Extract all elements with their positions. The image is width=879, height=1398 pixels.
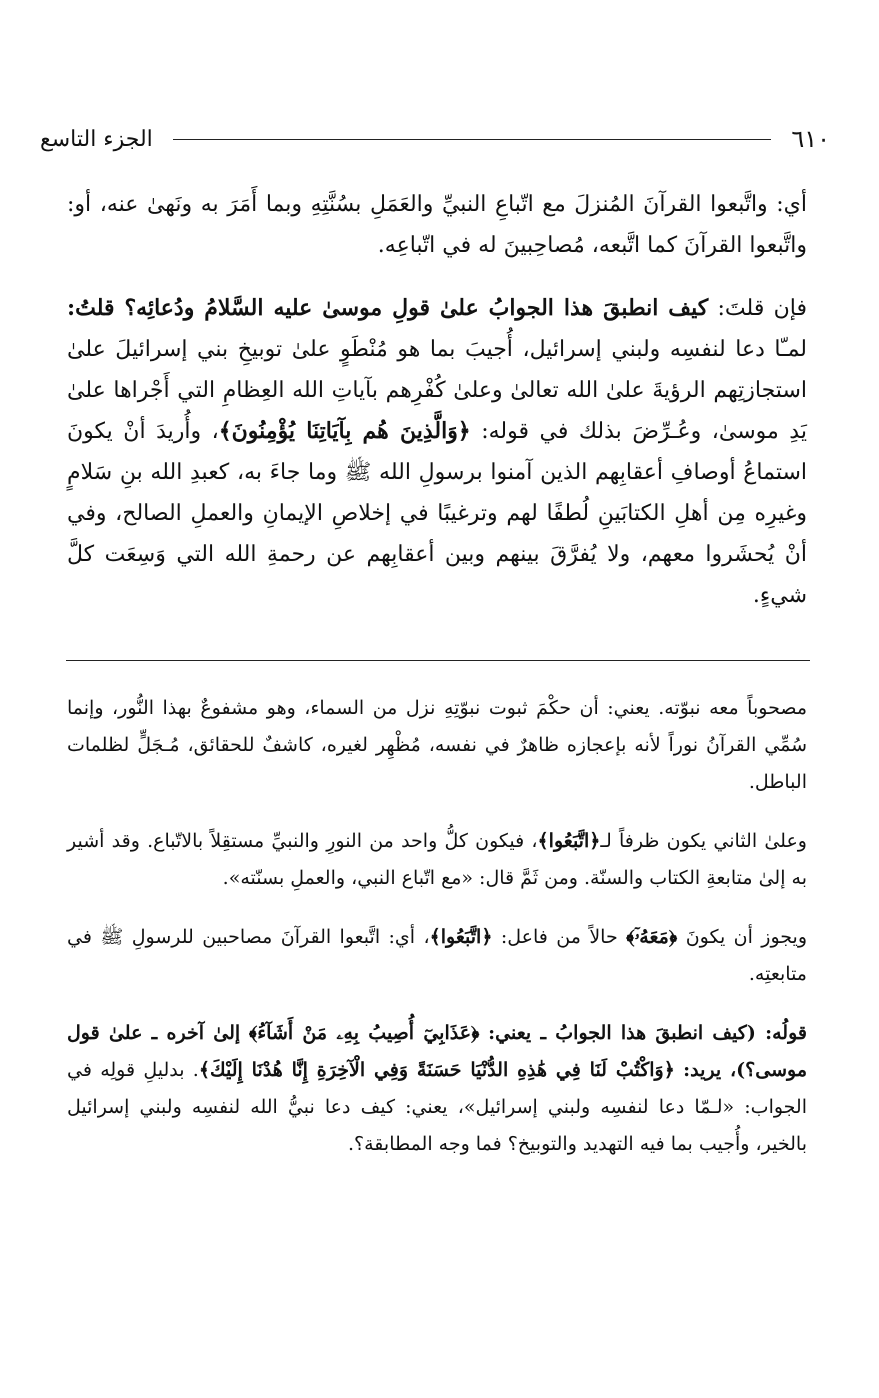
answer-text: لمـّا دعا لنفسِه ولبني إسرائيل، أُجيبَ بما هو مُنْطَوٍ علىٰ توبيخِ بني إسرائيلَ علىٰ استجازتِهم الرؤيةَ علىٰ الله تعالىٰ وعلىٰ كُفْرِهم بآياتِ الله العِظامِ التي أَجْراها علىٰ يَدِ موسىٰ، وعُـرِّضَ بذلك في قوله:	[67, 337, 807, 444]
note-paragraph: مصحوباً معه نبوّته. يعني: أن حكْمَ ثبوت نبوّتِهِ نزل من السماء، وهو مشفوعٌ بهذا النُّور، وإنما سُمِّي القرآنُ نوراً لأنه بإعجازه ظاهرٌ في نفسه، مُظْهِر لغيره، كاشفٌ للحقائق، مُـجَلٍّ لظلمات الباطل.	[67, 697, 807, 793]
question-intro: فإن قلتَ:	[717, 296, 808, 321]
answer-text: ، وأُريدَ أنْ يكونَ استماعُ أوصافِ أعقابِهم الذين آمنوا برسولِ الله ﷺ وما جاءَ به، كعبدِ الله بنِ سَلامٍ وغيرِه مِن أهلِ الكتابَينِ لُطفًا لهم وترغيبًا في إخلاصِ الإيمانِ والعملِ الصالح، وفي أنْ يُحشَروا معهم، ولا يُفرَّقَ بينهم وبين أعقابِهم عن رحمةِ الله التي وَسِعَت كلَّ شيءٍ.	[67, 419, 807, 608]
question-text: كيف انطبقَ هذا الجوابُ علىٰ قولِ موسىٰ عليه السَّلامُ ودُعائِه؟ قلتُ:	[67, 295, 709, 321]
note-paragraph	[67, 823, 807, 897]
note-text: ، فيكون كلُّ واحد من النورِ والنبيِّ مستقِلاً بالاتّباع. وقد أشير به إلىٰ متابعةِ الكتاب والسنّة. ومن ثَمَّ قال: «مع اتّباع النبي، والعملِ بسنّته».	[67, 830, 807, 889]
note-text: . بدليلِ قولِه في الجواب: «لـمّا دعا لنفسِه ولبني إسرائيل»، يعني: كيف دعا نبيُّ الله لنفسِه ولبني إسرائيل بالخير، وأُجيب بما فيه التهديد والتوبيخ؟ فما وجه المطابقة؟.	[67, 1059, 807, 1155]
note-text: وعلىٰ الثاني يكون ظرفاً لـ	[600, 830, 807, 852]
quran-verse: ﴿اتَّبَعُوا﴾	[537, 830, 601, 852]
quran-verse: ﴿اتَّبَعُوا﴾	[429, 926, 493, 948]
note-text: قولُه: (كيف انطبقَ هذا الجوابُ ـ يعني:	[488, 1022, 807, 1044]
note-text: ويجوز أن يكونَ	[685, 926, 808, 948]
page-number: ٦١٠	[791, 125, 830, 153]
note-paragraph	[67, 1015, 807, 1163]
main-paragraph	[67, 288, 807, 616]
footnote-divider	[66, 660, 810, 661]
note-text: ، أي: اتَّبعوا القرآنَ مصاحبين للرسولِ ﷺ في متابعتِه.	[67, 926, 807, 985]
note-paragraph	[67, 919, 807, 993]
note-text: حالاً من فاعل:	[500, 926, 618, 948]
commentary-notes	[67, 690, 807, 1163]
quran-verse: ﴿عَذَابِيٓ أُصِيبُ بِهِۦ مَنْ أَشَآءُ﴾	[248, 1022, 480, 1044]
quran-verse: ﴿وَالَّذِينَ هُم بِآيَاتِنَا يُؤْمِنُونَ﴾	[218, 418, 471, 444]
header-rule	[173, 139, 772, 140]
note-text: إلىٰ آخره ـ علىٰ قول موسى؟)، يريد:	[67, 1022, 807, 1081]
main-paragraph: أي: واتَّبعوا القرآنَ المُنزلَ مع اتّباعِ النبيِّ والعَمَلِ بسُنَّتِهِ وبما أَمَرَ به ونَهىٰ عنه، أو: واتَّبعوا القرآنَ كما اتَّبعه، مُصاحِبينَ له في اتّباعِه.	[67, 192, 807, 258]
quran-verse: ﴿وَاكْتُبْ لَنَا فِي هَٰذِهِ الدُّنْيَا حَسَنَةً وَفِي الْآخِرَةِ إِنَّا هُدْنَا إِلَيْكَ﴾	[198, 1059, 675, 1081]
part-title: الجزء التاسع	[40, 126, 153, 152]
main-text	[67, 184, 807, 616]
quran-verse: ﴿مَعَهُۥٓ﴾	[626, 926, 678, 948]
page-header	[40, 118, 830, 160]
